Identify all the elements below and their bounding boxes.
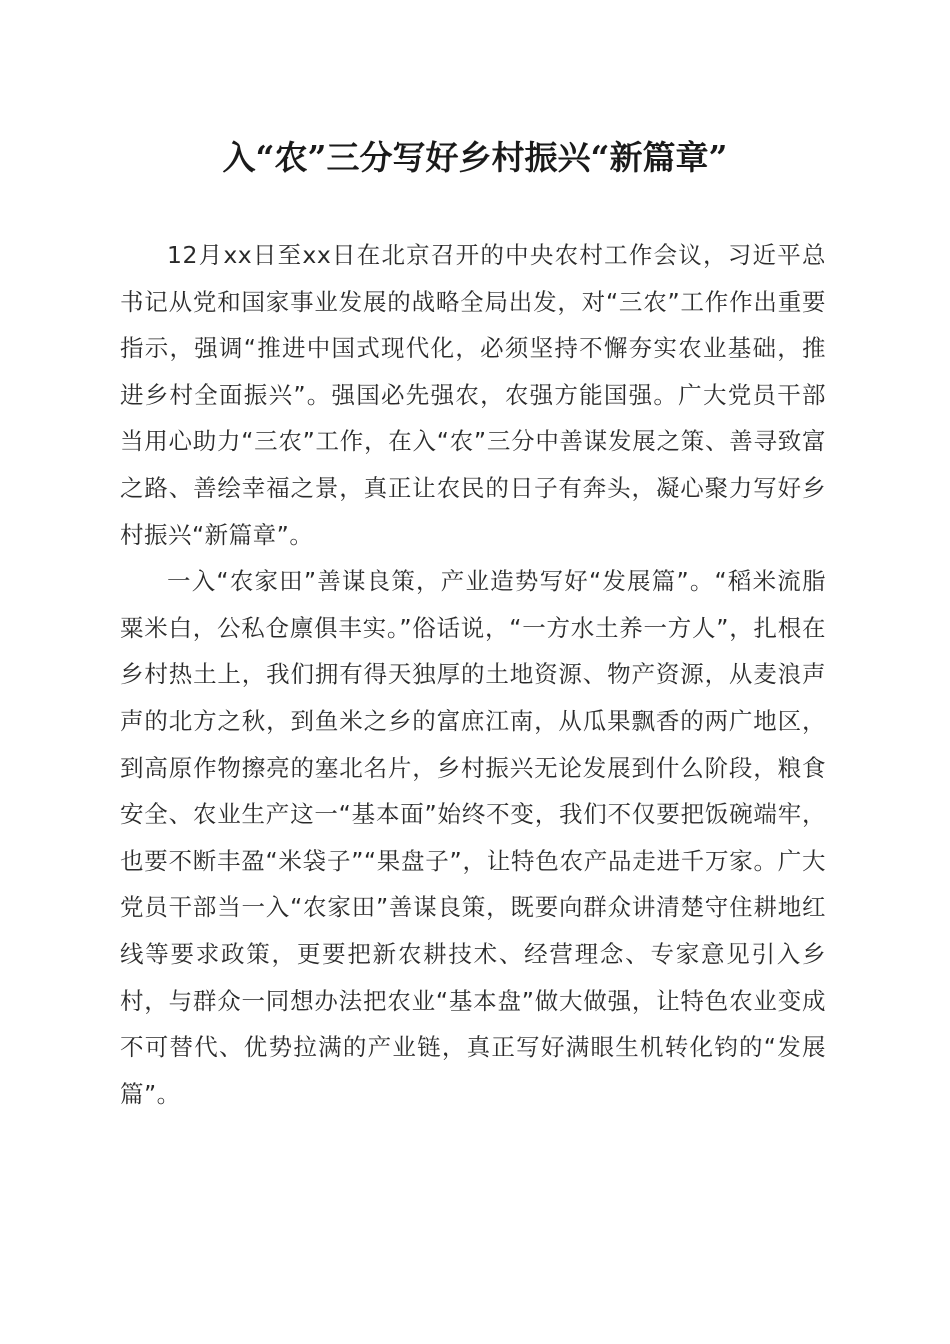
paragraph-intro: 12月xx日至xx日在北京召开的中央农村工作会议，习近平总书记从党和国家事业发展的战略全局出发，对“三农”工作作出重要指示，强调“推进中国式现代化，必须坚持不懈夯实农业基础，推进乡村全面振兴”。强国必先强农，农强方能国强。广大党员干部当用心助力“三农”工作，在入“农”三分中善谋发展之策、善寻致富之路、善绘幸福之景，真正让农民的日子有奔头，凝心聚力写好乡村振兴“新篇章”。 [120,241,826,549]
document-title: 入“农”三分写好乡村振兴“新篇章” [222,138,728,177]
paragraph-development: 一入“农家田”善谋良策，产业造势写好“发展篇”。“稻米流脂粟米白，公私仓廪俱丰实。”俗话说，“一方水土养一方人”，扎根在乡村热土上，我们拥有得天独厚的土地资源、物产资源，从麦浪声声的北方之秋，到鱼米之乡的富庶江南，从瓜果飘香的两广地区，到高原作物擦亮的塞北名片，乡村振兴无论发展到什么阶段，粮食安全、农业生产这一“基本面”始终不变，我们不仅要把饭碗端牢，也要不断丰盈“米袋子”“果盘子”，让特色农产品走进千万家。广大党员干部当一入“农家田”善谋良策，既要向群众讲清楚守住耕地红线等要求政策，更要把新农耕技术、经营理念、专家意见引入乡村，与群众一同想办法把农业“基本盘”做大做强，让特色农业变成不可替代、优势拉满的产业链，真正写好满眼生机转化钧的“发展篇”。 [120,567,826,1108]
document-body [120,232,826,1117]
